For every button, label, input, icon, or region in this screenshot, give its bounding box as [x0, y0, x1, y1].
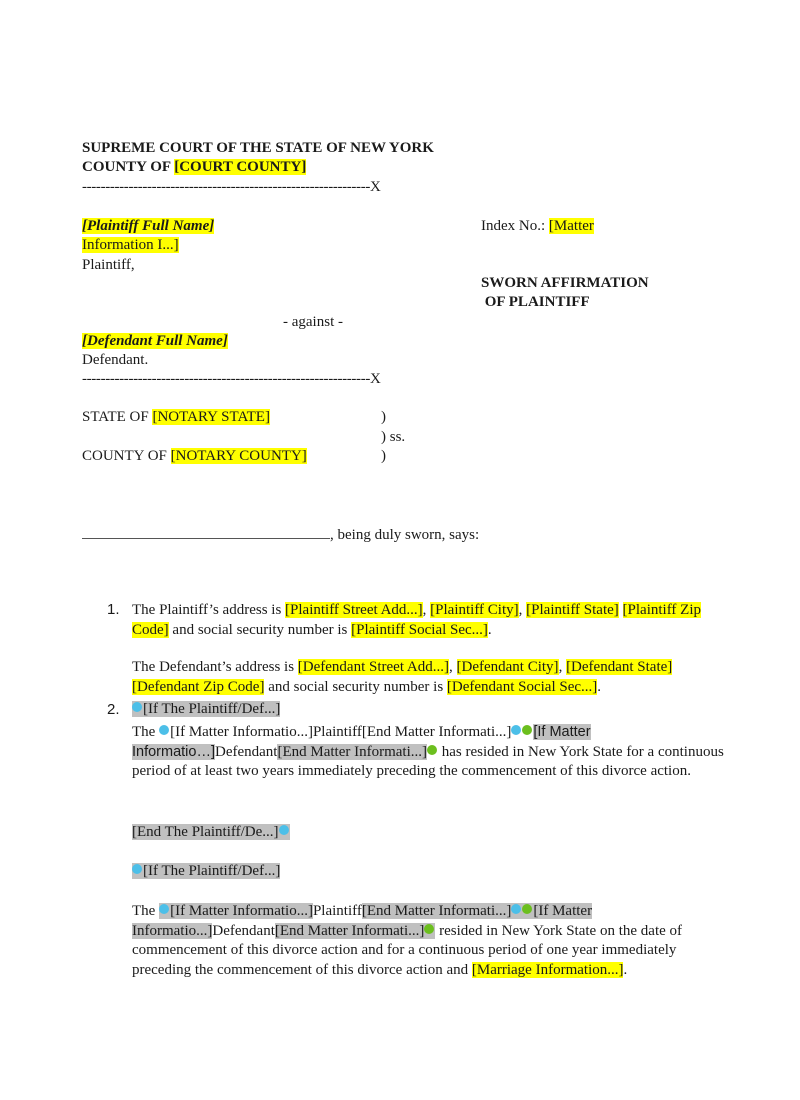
- blue-marker-icon: [279, 825, 289, 835]
- end-matter-tag-3[interactable]: [End Matter Informati...]: [362, 903, 534, 919]
- index-number: Index No.: [Matter: [481, 218, 594, 234]
- paragraph-1-plaintiff: The Plaintiff’s address is [Plaintiff Street Add...], [Plaintiff City], [Plaintiff State] [Plaintiff Zip Code] and social security number is [Plaintiff Social Sec...].: [132, 602, 701, 638]
- defendant-zip-field[interactable]: [Defendant Zip Code]: [132, 678, 265, 695]
- end-matter-tag[interactable]: [End Matter Informati...]: [361, 724, 512, 740]
- if-matter-tag-3[interactable]: [If Matter Informatio...]: [159, 903, 313, 919]
- venue-paren-3: ): [381, 448, 386, 464]
- conditional-open-block: [132, 700, 732, 720]
- conditional-close-tag[interactable]: [End The Plaintiff/De...]: [132, 824, 290, 840]
- green-marker-icon: [427, 745, 437, 755]
- blue-marker-icon: [132, 702, 142, 712]
- index-number-field[interactable]: [Matter: [548, 218, 594, 234]
- document-title-line2: OF PLAINTIFF: [481, 294, 590, 310]
- affiant-line: , being duly sworn, says:: [82, 524, 479, 545]
- conditional-open-tag[interactable]: [If The Plaintiff/Def...]: [132, 701, 280, 717]
- conditional-open-tag-2[interactable]: [If The Plaintiff/Def...]: [132, 863, 280, 879]
- caption-divider-bottom: --------------------------------------------------------------X: [82, 371, 381, 387]
- plaintiff-ssn-field[interactable]: [Plaintiff Social Sec...]: [351, 621, 488, 638]
- blue-marker-icon: [511, 725, 521, 735]
- plaintiff-label: Plaintiff,: [82, 257, 135, 273]
- blue-marker-icon: [159, 904, 169, 914]
- end-matter-tag-4[interactable]: [End Matter Informati...]: [275, 923, 436, 939]
- notary-county-field[interactable]: [NOTARY COUNTY]: [170, 448, 307, 464]
- conditional-close-block: [132, 823, 732, 843]
- plaintiff-city-field[interactable]: [Plaintiff City]: [430, 602, 519, 618]
- paragraph-2-body: The [If Matter Informatio...]Plaintiff[End Matter Informati...] [If Matter Informatio…]Defendant[End Matter Informati...] has resided in New York State for a continuous period of at least two years immediately preceding the commencement of this divorce action.: [132, 724, 724, 779]
- venue-paren-1: ): [381, 409, 386, 425]
- plaintiff-name-field[interactable]: [Plaintiff Full Name]: [82, 218, 215, 234]
- blue-marker-icon: [511, 904, 521, 914]
- court-county-line: COUNTY OF [COURT COUNTY]: [82, 159, 307, 175]
- against-label: - against -: [283, 314, 343, 330]
- venue-ss: ) ss.: [381, 429, 406, 445]
- blue-marker-icon: [159, 725, 169, 735]
- defendant-state-field[interactable]: [Defendant State]: [566, 659, 673, 675]
- court-county-field[interactable]: [COURT COUNTY]: [174, 159, 307, 175]
- venue-county-line: COUNTY OF [NOTARY COUNTY]: [82, 448, 307, 464]
- defendant-label: Defendant.: [82, 352, 149, 368]
- court-heading: SUPREME COURT OF THE STATE OF NEW YORK: [82, 140, 434, 156]
- green-marker-icon: [522, 904, 532, 914]
- if-matter-tag[interactable]: [If Matter Informatio...]: [170, 724, 313, 740]
- defendant-street-field[interactable]: [Defendant Street Add...]: [297, 659, 449, 675]
- document-title-line1: SWORN AFFIRMATION: [481, 275, 649, 291]
- venue-state-line: STATE OF [NOTARY STATE]: [82, 409, 270, 425]
- paragraph-1-defendant: The Defendant’s address is [Defendant Street Add...], [Defendant City], [Defendant State] [Defendant Zip Code] and social security number is [Defendant Social Sec...].: [132, 659, 673, 695]
- if-matter-tag-4[interactable]: [If Matter Informatio...]: [132, 903, 593, 939]
- defendant-city-field[interactable]: [Defendant City]: [456, 659, 559, 675]
- affiant-name-blank[interactable]: [82, 524, 330, 539]
- plaintiff-street-field[interactable]: [Plaintiff Street Add...]: [285, 602, 423, 618]
- defendant-ssn-field[interactable]: [Defendant Social Sec...]: [446, 678, 598, 695]
- paragraph-number-1: 1.: [107, 601, 120, 618]
- paragraph-number-2: 2.: [107, 701, 120, 718]
- paragraph-3-body: The [If Matter Informatio...]Plaintiff[End Matter Informati...] [If Matter Informatio...]Defendant[End Matter Informati...] resided in New York State on the date of commencement of this divorce action and for a continuous period of one year immediately preceding the commencement of this divorce action and [Marriage Information...].: [132, 903, 683, 978]
- green-marker-icon: [424, 924, 434, 934]
- plaintiff-name-field-cont[interactable]: Information I...]: [82, 237, 179, 253]
- plaintiff-state-field[interactable]: [Plaintiff State]: [526, 602, 619, 618]
- plaintiff-zip-field[interactable]: [Plaintiff Zip Code]: [132, 602, 701, 638]
- if-matter-tag-2[interactable]: [If Matter Informatio…]: [132, 724, 591, 760]
- blue-marker-icon: [132, 864, 142, 874]
- end-matter-tag-2[interactable]: [End Matter Informati...]: [277, 743, 427, 760]
- defendant-name-field[interactable]: [Defendant Full Name]: [82, 333, 228, 349]
- marriage-information-field[interactable]: [Marriage Information...]: [471, 961, 624, 978]
- conditional-open-block-2: [132, 862, 732, 882]
- caption-divider: --------------------------------------------------------------X: [82, 179, 381, 195]
- green-marker-icon: [522, 725, 532, 735]
- notary-state-field[interactable]: [NOTARY STATE]: [152, 409, 270, 425]
